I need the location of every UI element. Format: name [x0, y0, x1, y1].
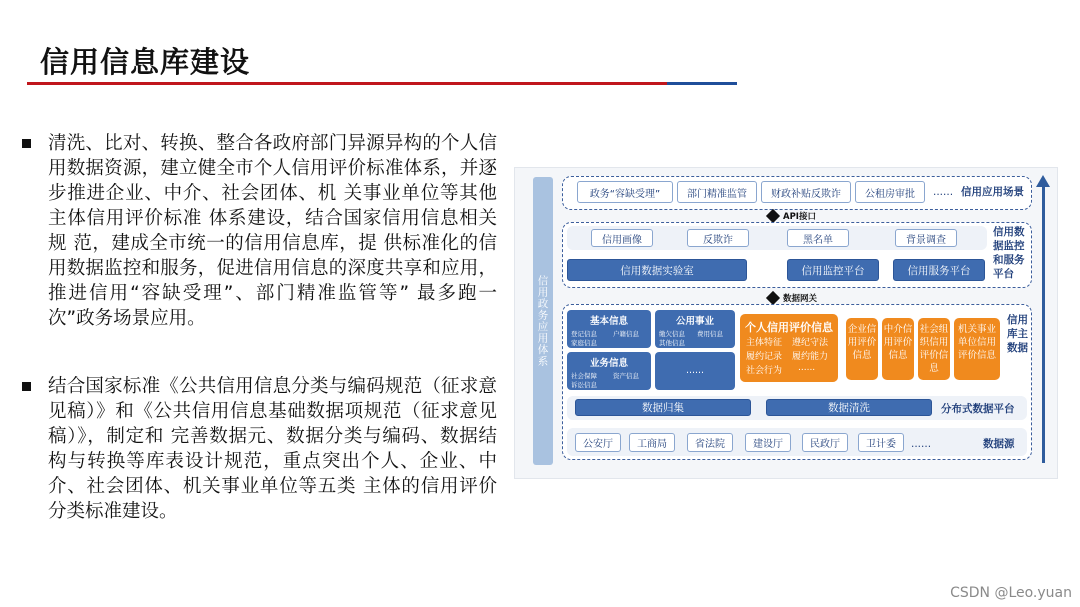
personal-credit-item: 遵纪守法: [792, 338, 829, 348]
library-layer-label: 信用库主数据: [1007, 314, 1028, 354]
app-item: 部门精准监管: [677, 181, 757, 203]
bullet-1: [22, 131, 497, 331]
personal-credit-title: 个人信用评价信息: [745, 321, 833, 334]
personal-credit-box: [740, 314, 838, 382]
gateway-connector-label: 数据网关: [783, 294, 818, 304]
distributed-item: 数据清洗: [766, 399, 932, 416]
up-arrow-icon: [1036, 175, 1050, 187]
source-item: 工商局: [629, 433, 675, 452]
intermediary-credit-box: 中介信用评价信息: [882, 318, 914, 380]
monitor-platform: 信用数据实验室: [567, 259, 747, 281]
public-utility-item: 费用信息: [697, 330, 723, 338]
monitor-platform: 信用服务平台: [893, 259, 985, 281]
enterprise-credit-box: 企业信用评价信息: [846, 318, 878, 380]
more-info-box: [655, 352, 735, 390]
monitor-item: 信用画像: [591, 229, 653, 247]
monitor-item: 背景调查: [895, 229, 957, 247]
upward-arrow-line: [1042, 183, 1045, 463]
personal-credit-item: 履约记录: [746, 352, 783, 362]
app-layer-label: 信用应用场景: [961, 186, 1024, 198]
basic-info-title: 基本信息: [589, 316, 628, 327]
title-underline-blue: [667, 82, 737, 85]
public-institution-credit-box: 机关事业单位信用评价信息: [954, 318, 1000, 380]
public-utility-title: 公用事业: [675, 316, 714, 327]
bullet-1-text: 清洗、比对、转换、整合各政府部门异源异构的个人信用数据资源，建立健全市个人信用评价标准体系，并逐步推进企业、中介、社会团体、机 关事业单位等其他主体信用评价标准 体系建设，结合国家信用信息相关规 范，建成全市统一的信用信息库，提 供标准化的信用数据监控和服务，促进信用信息的深度共享和应用，推进信用“容缺受理”、部门精准监管等” 最多跑一次”政务场景应用。: [48, 133, 497, 329]
source-layer-label: 数据源: [983, 438, 1015, 450]
app-item: 政务“容缺受理”: [577, 181, 673, 203]
page-title: 信用信息库建设: [40, 45, 251, 79]
more-info-ellipsis: ......: [685, 365, 705, 376]
public-utility-item: 缴欠信息: [659, 330, 685, 338]
source-item: 卫计委: [858, 433, 904, 452]
distributed-item: 数据归集: [575, 399, 751, 416]
title-underline-red: [27, 82, 667, 85]
source-item: 公安厅: [575, 433, 621, 452]
side-label-bar: 信用政务应用体系: [533, 177, 553, 465]
connector-diamond-icon: [766, 209, 780, 223]
monitor-item: 反欺诈: [687, 229, 749, 247]
personal-credit-item: 履约能力: [792, 352, 829, 362]
personal-credit-ellipsis: ......: [798, 363, 816, 373]
personal-credit-item: 主体特征: [746, 338, 783, 348]
distributed-layer-label: 分布式数据平台: [941, 403, 1015, 415]
source-item: 民政厅: [802, 433, 848, 452]
business-info-item: 诉讼信息: [571, 381, 597, 389]
bullet-2: [22, 374, 497, 524]
app-item: 公租房审批: [855, 181, 925, 203]
business-info-title: 业务信息: [589, 358, 628, 369]
monitor-item: 黑名单: [787, 229, 849, 247]
source-item: 建设厅: [745, 433, 791, 452]
bullet-square-icon: [22, 139, 31, 148]
watermark: CSDN @Leo.yuan: [950, 585, 1072, 601]
personal-credit-item: 社会行为: [746, 366, 783, 376]
bullet-2-text: 结合国家标准《公共信用信息分类与编码规范（征求意见稿）》和《公共信用信息基础数据项规范（征求意见稿）》，制定和 完善数据元、数据分类与编码、数据结构与转换等库表设计规范，重点突出个人、企业、中介、社会团体、机关事业单位等五类 主体的信用评价分类标准建设。: [48, 376, 497, 522]
basic-info-box: [567, 310, 651, 348]
basic-info-item: 户籍信息: [613, 330, 639, 338]
monitor-layer-label: 信用数据监控和服务平台: [993, 226, 1025, 280]
monitor-platform: 信用监控平台: [787, 259, 879, 281]
connector-diamond-icon: [766, 291, 780, 305]
source-item: 省法院: [687, 433, 733, 452]
app-item: 财政补贴反欺诈: [761, 181, 851, 203]
business-info-item: 社会保障: [571, 372, 597, 380]
business-info-item: 资产信息: [613, 372, 639, 380]
bullet-square-icon: [22, 382, 31, 391]
public-utility-item: 其他信息: [659, 339, 685, 347]
business-info-box: [567, 352, 651, 390]
app-ellipsis: ......: [933, 186, 954, 198]
basic-info-item: 家庭信息: [571, 339, 597, 347]
architecture-diagram: [514, 167, 1058, 479]
source-ellipsis: ......: [911, 438, 932, 450]
basic-info-item: 登记信息: [571, 330, 597, 338]
social-org-credit-box: 社会组织信用评价信息: [918, 318, 950, 380]
api-connector-label: API接口: [783, 212, 816, 222]
public-utility-box: [655, 310, 735, 348]
